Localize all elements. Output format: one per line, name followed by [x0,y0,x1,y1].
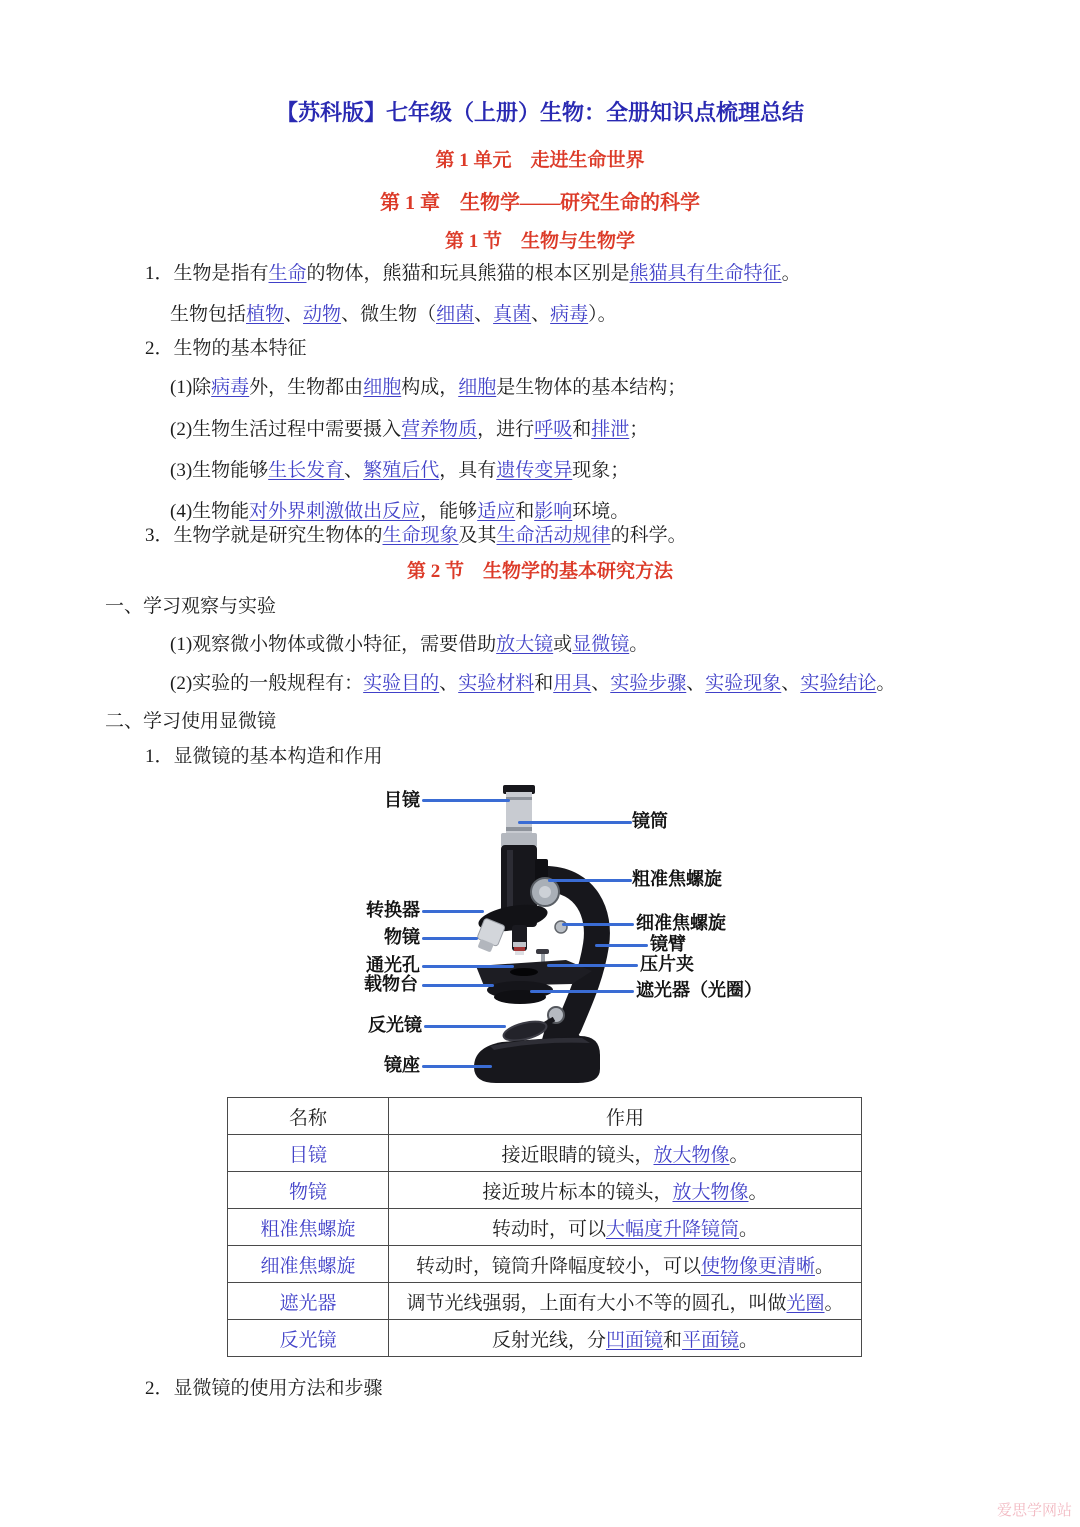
key-term: 对外界刺激做出反应 [249,501,421,522]
text-segment: 转动时，可以 [491,1218,606,1240]
microscope-parts-table [227,1097,862,1357]
list-item-2-sub-2 [170,417,648,443]
label-base: 镜座 [384,1055,420,1075]
text-segment: (1)观察微小物体或微小特征，需要借助 [170,634,497,655]
text-segment: 和 [534,673,554,694]
pointer-line-objective [422,937,478,940]
key-term: 生命现象 [382,525,459,546]
label-objective: 物镜 [384,927,420,947]
text-segment: ，具有 [439,460,497,481]
key-term: 使物像更清晰 [700,1255,815,1277]
pointer-line-revolver [422,910,484,913]
text-segment: 、 [284,304,304,325]
pointer-line-diaphragm [530,990,634,993]
text-segment: 接近眼睛的镜头， [501,1144,654,1166]
table-cell-name: 反光镜 [228,1320,389,1357]
site-watermark: 爱思学网站 [996,1502,1072,1519]
key-term: 呼吸 [534,419,573,440]
table-cell-name: 粗准焦螺旋 [228,1209,389,1246]
table-row [228,1283,862,1320]
pointer-line-clip [547,964,638,967]
part-2-item-2: 2．显微镜的使用方法和步骤 [145,1378,383,1399]
key-term: 实验目的 [363,673,440,694]
part-1-sub-2 [170,671,895,697]
text-segment: 的物体，熊猫和玩具熊猫的根本区别是 [306,263,630,284]
text-segment: 、微生物（ [341,304,437,325]
label-clip: 压片夹 [640,954,694,974]
text-segment: (2)实验的一般规程有： [170,673,364,694]
list-item-2-sub-3 [170,458,629,484]
text-segment: 、 [781,673,801,694]
text-segment: 和 [572,419,592,440]
text-segment: 的科学。 [610,525,687,546]
label-diaphragm: 遮光器（光圈） [636,980,762,1000]
text-segment: (4)生物能 [170,501,250,522]
key-term: 用具 [553,673,592,694]
text-segment: 、 [344,460,364,481]
table-row [228,1246,862,1283]
key-term: 真菌 [493,304,532,325]
table-cell-function [389,1320,862,1357]
table-cell-function [389,1246,862,1283]
text-segment: ，进行 [477,419,535,440]
list-item-2-heading: 2．生物的基本特征 [145,338,307,359]
text-segment: ，能够 [420,501,478,522]
key-term: 大幅度升降镜筒 [605,1218,739,1240]
text-segment: ； [629,419,649,440]
pointer-line-coarse-knob [548,879,632,882]
key-term: 生长发育 [268,460,345,481]
key-term: 熊猫具有生命特征 [629,263,782,284]
text-segment: 、 [439,673,459,694]
label-light-hole: 通光孔 [366,955,420,975]
pointer-line-arm [595,944,648,947]
text-segment: 生物包括 [170,304,247,325]
page-title: 【苏科版】七年级（上册）生物：全册知识点梳理总结 [275,100,804,125]
text-segment: 构成， [401,377,459,398]
label-mirror: 反光镜 [368,1015,422,1035]
label-arm: 镜臂 [650,934,686,954]
table-header-row [228,1098,862,1135]
microscope-diagram [350,770,890,1100]
key-term: 实验结论 [800,673,877,694]
table-row [228,1320,862,1357]
key-term: 实验现象 [705,673,782,694]
label-coarse-knob: 粗准焦螺旋 [632,869,722,889]
part-1-sub-1 [170,632,648,658]
text-segment: 是生物体的基本结构； [496,377,687,398]
text-segment: 3．生物学就是研究生物体的 [145,525,383,546]
text-segment: 、 [474,304,494,325]
key-term: 细菌 [436,304,475,325]
text-segment: 反射光线，分 [491,1329,606,1351]
section-2-heading: 第 2 节 生物学的基本研究方法 [406,561,673,582]
text-segment: 接近玻片标本的镜头， [482,1181,673,1203]
label-fine-knob: 细准焦螺旋 [636,913,726,933]
table-cell-name: 遮光器 [228,1283,389,1320]
text-segment: 现象； [572,460,630,481]
key-term: 动物 [303,304,342,325]
key-term: 病毒 [211,377,250,398]
table-cell-name: 目镜 [228,1135,389,1172]
text-segment: (1)除 [170,377,212,398]
key-term: 排泄 [591,419,630,440]
label-revolver: 转换器 [366,900,420,920]
pointer-line-body-tube [518,821,632,824]
list-item-3 [145,523,687,549]
text-segment: (2)生物生活过程中需要摄入 [170,419,402,440]
unit-heading: 第 1 单元 走进生命世界 [435,150,645,171]
list-item-2-sub-1 [170,375,686,401]
text-segment: 、 [531,304,551,325]
table-row [228,1209,862,1246]
key-term: 细胞 [458,377,497,398]
section-1-heading: 第 1 节 生物与生物学 [444,231,635,252]
text-segment: 。 [739,1329,759,1351]
part-2-heading: 二、学习使用显微镜 [105,711,277,732]
text-segment: 。 [876,673,896,694]
table-cell-function [389,1209,862,1246]
key-term: 放大物像 [653,1144,730,1166]
table-cell-name: 细准焦螺旋 [228,1246,389,1283]
key-term: 细胞 [363,377,402,398]
table-cell-function [389,1283,862,1320]
text-segment: 1．生物是指有 [145,263,269,284]
table-cell-function [389,1172,862,1209]
pointer-line-mirror [424,1025,506,1028]
list-item-1-line-2 [170,302,617,328]
table-row [228,1135,862,1172]
key-term: 放大物像 [672,1181,749,1203]
text-segment: 和 [515,501,535,522]
pointer-line-base [422,1065,492,1068]
key-term: 生命 [268,263,307,284]
text-segment: 转动时，镜筒升降幅度较小，可以 [415,1255,701,1277]
label-body-tube: 镜筒 [632,811,668,831]
key-term: 显微镜 [572,634,630,655]
text-segment: 、 [591,673,611,694]
text-segment: 。 [815,1255,835,1277]
list-item-1-line-1 [145,261,801,287]
key-term: 影响 [534,501,573,522]
label-eyepiece: 目镜 [384,790,420,810]
text-segment: 及其 [458,525,497,546]
key-term: 适应 [477,501,516,522]
pointer-line-fine-knob [562,923,634,926]
part-2-item-1: 1．显微镜的基本构造和作用 [145,746,383,767]
text-segment: 。 [824,1292,844,1314]
table-cell-function [389,1135,862,1172]
text-segment: 和 [662,1329,682,1351]
text-segment: (3)生物能够 [170,460,269,481]
text-segment: 或 [553,634,573,655]
list-item-2-sub-4 [170,499,629,525]
text-segment: 。 [729,1144,749,1166]
table-row [228,1172,862,1209]
key-term: 生命活动规律 [496,525,611,546]
text-segment: 环境。 [572,501,630,522]
table-header-function: 作用 [389,1098,862,1135]
pointer-line-eyepiece [422,799,510,802]
pointer-line-stage [422,984,494,987]
key-term: 放大镜 [496,634,554,655]
key-term: 实验步骤 [610,673,687,694]
text-segment: 。 [748,1181,768,1203]
text-segment: 外，生物都由 [249,377,364,398]
table-header-name: 名称 [228,1098,389,1135]
key-term: 实验材料 [458,673,535,694]
text-segment: 、 [686,673,706,694]
label-stage: 载物台 [364,974,418,994]
key-term: 病毒 [550,304,589,325]
key-term: 营养物质 [401,419,478,440]
key-term: 凹面镜 [605,1329,663,1351]
key-term: 遗传变异 [496,460,573,481]
text-segment: ）。 [588,304,617,325]
table-cell-name: 物镜 [228,1172,389,1209]
chapter-heading: 第 1 章 生物学——研究生命的科学 [380,192,700,214]
pointer-line-light-hole [422,965,514,968]
text-segment: 调节光线强弱，上面有大小不等的圆孔，叫做 [406,1292,787,1314]
text-segment: 。 [781,263,801,284]
part-1-heading: 一、学习观察与实验 [105,596,277,617]
text-segment: 。 [629,634,649,655]
text-segment: 。 [739,1218,759,1240]
key-term: 繁殖后代 [363,460,440,481]
key-term: 平面镜 [682,1329,740,1351]
key-term: 植物 [246,304,285,325]
key-term: 光圈 [786,1292,825,1314]
